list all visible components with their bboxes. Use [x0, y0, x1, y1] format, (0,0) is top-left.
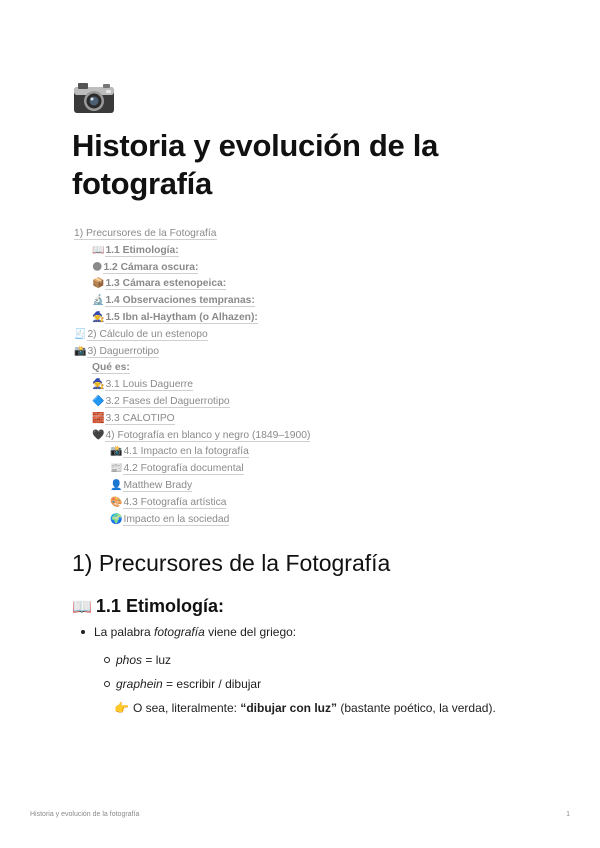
list-item — [94, 624, 296, 640]
toc-item[interactable] — [74, 226, 554, 243]
toc-item[interactable] — [74, 478, 554, 495]
toc-link[interactable]: 1) Precursores de la Fotografía — [74, 228, 217, 239]
book-icon: 📖 — [72, 599, 92, 616]
toc-link[interactable]: 3.2 Fases del Daguerrotipo — [105, 395, 230, 407]
page-title: Historia y evolución de la fotografía — [72, 128, 439, 201]
greek-word: phos — [116, 653, 143, 667]
bullet-text-pre: La palabra — [94, 625, 155, 639]
toc-link[interactable]: 4.2 Fotografía documental — [123, 463, 244, 475]
section-heading: 1) Precursores de la Fotografía — [72, 550, 391, 576]
toc-link[interactable]: 1.4 Observaciones tempranas: — [105, 295, 255, 307]
toc-item-icon: 📸 — [110, 446, 123, 458]
pointing-hand-icon: 👉 — [114, 701, 129, 715]
toc-link[interactable]: 4.3 Fotografía artística — [123, 496, 227, 508]
toc-item[interactable] — [74, 344, 554, 361]
toc-link[interactable]: Matthew Brady — [123, 479, 193, 491]
footer-title: Historia y evolución de la fotografía — [30, 811, 140, 818]
toc-item[interactable] — [74, 411, 554, 428]
toc-link[interactable]: Impacto en la sociedad — [123, 513, 230, 525]
toc-item[interactable] — [74, 461, 554, 478]
toc-item-icon: 🔷 — [92, 395, 105, 407]
greek-meaning: = escribir / dibujar — [162, 677, 262, 691]
toc-item[interactable] — [74, 377, 554, 394]
toc-item-icon: 🧾 — [74, 328, 87, 340]
toc-link[interactable]: 4) Fotografía en blanco y negro (1849–1900) — [105, 429, 311, 441]
toc-item[interactable] — [74, 293, 554, 310]
toc-link[interactable]: 3) Daguerrotipo — [87, 345, 159, 357]
toc-item[interactable] — [74, 444, 554, 461]
subsection-heading — [72, 594, 224, 620]
list-item — [116, 676, 261, 692]
toc-item-icon: 🌍 — [110, 513, 123, 525]
toc-item-icon: 🎨 — [110, 496, 123, 508]
toc-item-icon: 📸 — [74, 345, 87, 357]
toc-item-icon: 🔬 — [92, 295, 105, 307]
note-text-pre: O sea, literalmente: — [132, 701, 241, 715]
toc-item[interactable] — [74, 360, 554, 377]
note-text-bold: “dibujar con luz” — [240, 701, 338, 715]
toc-link[interactable]: 1.3 Cámara estenopeica: — [105, 278, 227, 290]
toc-item[interactable] — [74, 276, 554, 293]
toc-link[interactable]: Qué es: — [92, 362, 130, 374]
toc-link[interactable]: 1.1 Etimología: — [105, 244, 179, 256]
toc-link[interactable]: 1.5 Ibn al-Haytham (o Alhazen): — [105, 311, 258, 323]
toc-item[interactable] — [74, 512, 554, 529]
bullet-text-italic: fotografía — [154, 625, 205, 639]
list-item — [116, 652, 171, 668]
toc-item[interactable] — [74, 428, 554, 445]
toc-item-icon: 📦 — [92, 278, 105, 290]
toc-item-icon: 📖 — [92, 244, 105, 256]
toc-item[interactable] — [74, 310, 554, 327]
subsection-heading-text: 1.1 Etimología: — [95, 596, 224, 616]
toc-item-icon: 📰 — [110, 463, 123, 475]
toc-item-icon: 🧱 — [92, 412, 105, 424]
toc-link[interactable]: 4.1 Impacto en la fotografía — [123, 446, 249, 458]
toc-item-icon: 🧙 — [92, 379, 105, 391]
toc-link[interactable]: 2) Cálculo de un estenopo — [87, 328, 208, 340]
toc-item-icon: 🌑 — [92, 261, 103, 273]
greek-meaning: = luz — [142, 653, 172, 667]
bullet-text-post: viene del griego: — [204, 625, 297, 639]
toc-item[interactable] — [74, 327, 554, 344]
toc-link[interactable]: 1.2 Cámara oscura: — [103, 261, 199, 273]
note-line — [114, 700, 496, 716]
toc-item-icon: 🧙 — [92, 311, 105, 323]
toc-item[interactable] — [74, 260, 554, 277]
toc-link[interactable]: 3.1 Louis Daguerre — [105, 379, 194, 391]
toc-item-icon: 🖤 — [92, 429, 105, 441]
greek-word: graphein — [116, 677, 163, 691]
note-text-post: (bastante poético, la verdad). — [337, 701, 496, 715]
toc-item[interactable] — [74, 394, 554, 411]
toc-item[interactable] — [74, 243, 554, 260]
camera-icon — [73, 82, 115, 114]
toc-link[interactable]: 3.3 CALOTIPO — [105, 412, 175, 424]
page-number: 1 — [566, 811, 570, 818]
table-of-contents — [74, 226, 554, 528]
toc-item-icon: 👤 — [110, 479, 123, 491]
page-footer — [30, 811, 570, 818]
toc-item[interactable] — [74, 495, 554, 512]
